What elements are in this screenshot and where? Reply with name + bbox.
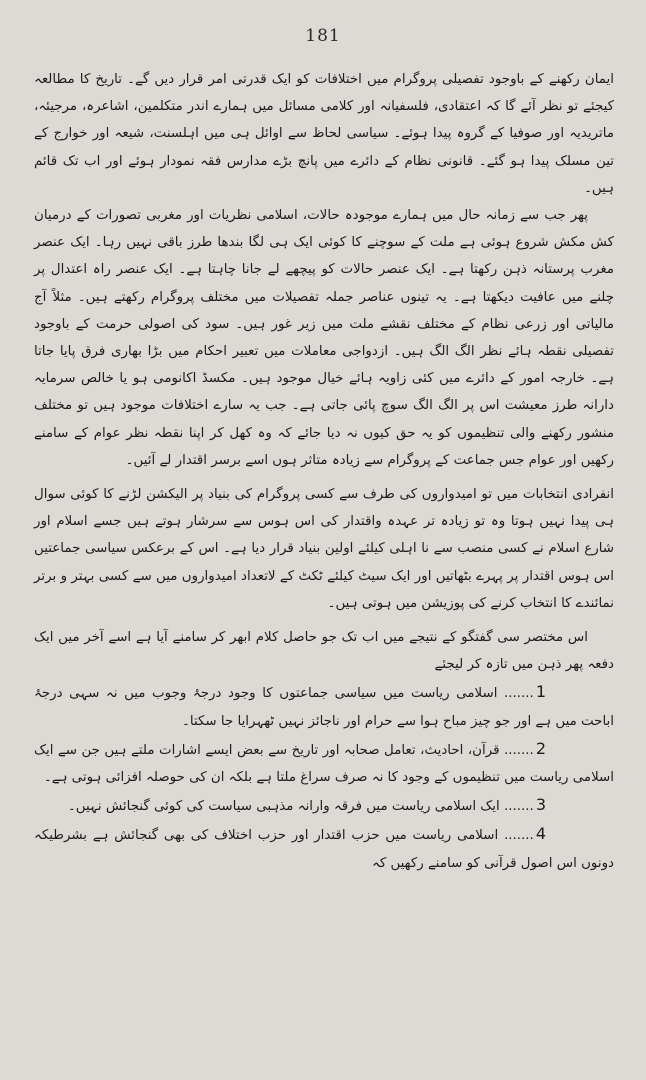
paragraph-summary-intro: اس مختصر سی گفتگو کے نتیجے میں اب تک جو حاصل کلام ابھر کر سامنے آیا ہے اسے آخر میں ایک دفعہ پھر ذہن میں تازہ کر لیجئے bbox=[34, 630, 614, 673]
point-text: اسلامی ریاست میں حزب اقتدار اور حزب اختلاف کی بھی گنجائش ہے بشرطیکہ دونوں اس اصول قرآنی کو سامنے رکھیں کہ bbox=[34, 828, 614, 871]
point-dots: ....... bbox=[504, 686, 534, 702]
paragraph-intro: ایمان رکھنے کے باوجود تفصیلی پروگرام میں اختلافات کو ایک قدرتی امر قرار دیں گے۔ تاریخ کا مطالعہ کیجئے تو نظر آئے گا کہ اعتقادی، فلسفیانہ اور کلامی مسائل میں ہمارے اندر متکلمین، اشاعرہ، مرجیئہ، ماتریدیہ اور صوفیا کے گروہ پیدا ہوئے۔ سیاسی لحاظ سے اوائل ہی میں اہلسنت، شیعہ اور خوارج کے تین مسلک پیدا ہو گئے۔ قانونی نظام کے دائرے میں پانچ بڑے مدارس فقہ نمودار ہوئے اور اب تک قائم ہیں۔ bbox=[34, 72, 614, 196]
point-text: ایک اسلامی ریاست میں فرقہ وارانہ مذہبی سیاست کی کوئی گنجائش نہیں۔ bbox=[67, 799, 500, 815]
paragraph-current-conditions: پھر جب سے زمانہ حال میں ہمارے موجودہ حالات، اسلامی نظریات اور مغربی تصورات کے درمیان کش مکش شروع ہوئی ہے ملت کے سوچنے کا کوئی ایک ہی لگا بندھا طرز باقی نہیں رہا۔ ایک عنصر مغرب پرستانہ ذہن رکھتا ہے۔ ایک عنصر حالات کو پیچھے لے جانا چاہتا ہے۔ ایک عنصر راہ اعتدال پر چلنے میں عافیت دیکھتا ہے۔ یہ تینوں عناصر جملہ تفصیلات میں مختلف پروگرام رکھتے ہیں۔ مثلاً آج مالیاتی اور زرعی نظام کے مختلف نقشے ملت میں زیر غور ہیں۔ سود کی اصولی حرمت کے باوجود تفصیلی نقطہ ہائے نظر الگ الگ ہیں۔ ازدواجی معاملات میں تعبیر احکام میں بڑا بھاری فرق پایا جاتا ہے۔ خارجہ امور کے دائرے میں کئی زاویہ ہائے خیال موجود ہیں۔ مکسڈ اکانومی ہو یا خالص سرمایہ دارانہ طرز معیشت اس پر الگ الگ سوچ پائی جاتی ہے۔ جب یہ سارے اختلافات موجود ہیں تو مختلف منشور رکھنے والی تنظیموں کو یہ حق کیوں نہ دیا جائے کہ وہ کھل کر اپنا نقطہ نظر عوام کے سامنے رکھیں اور عوام جس جماعت کے پروگرام سے زیادہ متاثر ہوں اسے برسر اقتدار لے آئیں۔ bbox=[34, 208, 614, 468]
point-dots: ....... bbox=[504, 828, 534, 844]
point-text: اسلامی ریاست میں سیاسی جماعتوں کا وجود درجۂ وجوب میں نہ سہی درجۂ اباحت میں ہے اور جو چیز مباح ہوا سے حرام اور ناجائز نہیں ٹھہرایا جا سکتا۔ bbox=[34, 686, 614, 729]
body-text bbox=[34, 66, 614, 877]
page-number: 181 bbox=[305, 26, 341, 46]
paragraph-individual-elections: انفرادی انتخابات میں تو امیدواروں کی طرف سے کسی پروگرام کی بنیاد پر الیکشن لڑنے کا کوئی سوال ہی پیدا نہیں ہوتا وہ تو زیادہ تر عہدہ واقتدار کی اس ہوس سے سرشار ہوتے ہیں جسے اسلام اور شارع اسلام نے کسی منصب سے نا اہلی کیلئے اولین بنیاد قرار دیا ہے۔ اس کے برعکس سیاسی جماعتیں اس ہوس اقتدار پر پہرے بٹھاتیں اور ایک سیٹ کیلئے ٹکٹ کے لاتعداد امیدواروں میں سے کسی بہتر و برتر نمائندے کا انتخاب کرنے کی پوزیشن میں ہوتی ہیں۔ bbox=[34, 487, 614, 611]
summary-point-4 bbox=[34, 820, 614, 876]
point-dots: ....... bbox=[504, 742, 534, 758]
summary-point-1 bbox=[34, 678, 614, 734]
point-number: 4 bbox=[535, 824, 546, 844]
point-number: 2 bbox=[535, 738, 546, 758]
summary-point-2 bbox=[34, 735, 614, 791]
point-dots: ....... bbox=[504, 799, 534, 815]
point-number: 1 bbox=[535, 682, 546, 702]
point-number: 3 bbox=[535, 795, 546, 815]
summary-point-3 bbox=[34, 791, 614, 820]
point-text: قرآن، احادیث، تعامل صحابہ اور تاریخ سے بعض ایسے اشارات ملتے ہیں جن سے ایک اسلامی ریاست میں تنظیموں کے وجود کا نہ صرف سراغ ملتا ہے بلکہ ان کی حوصلہ افزائی ہوتی ہے۔ bbox=[34, 742, 614, 786]
